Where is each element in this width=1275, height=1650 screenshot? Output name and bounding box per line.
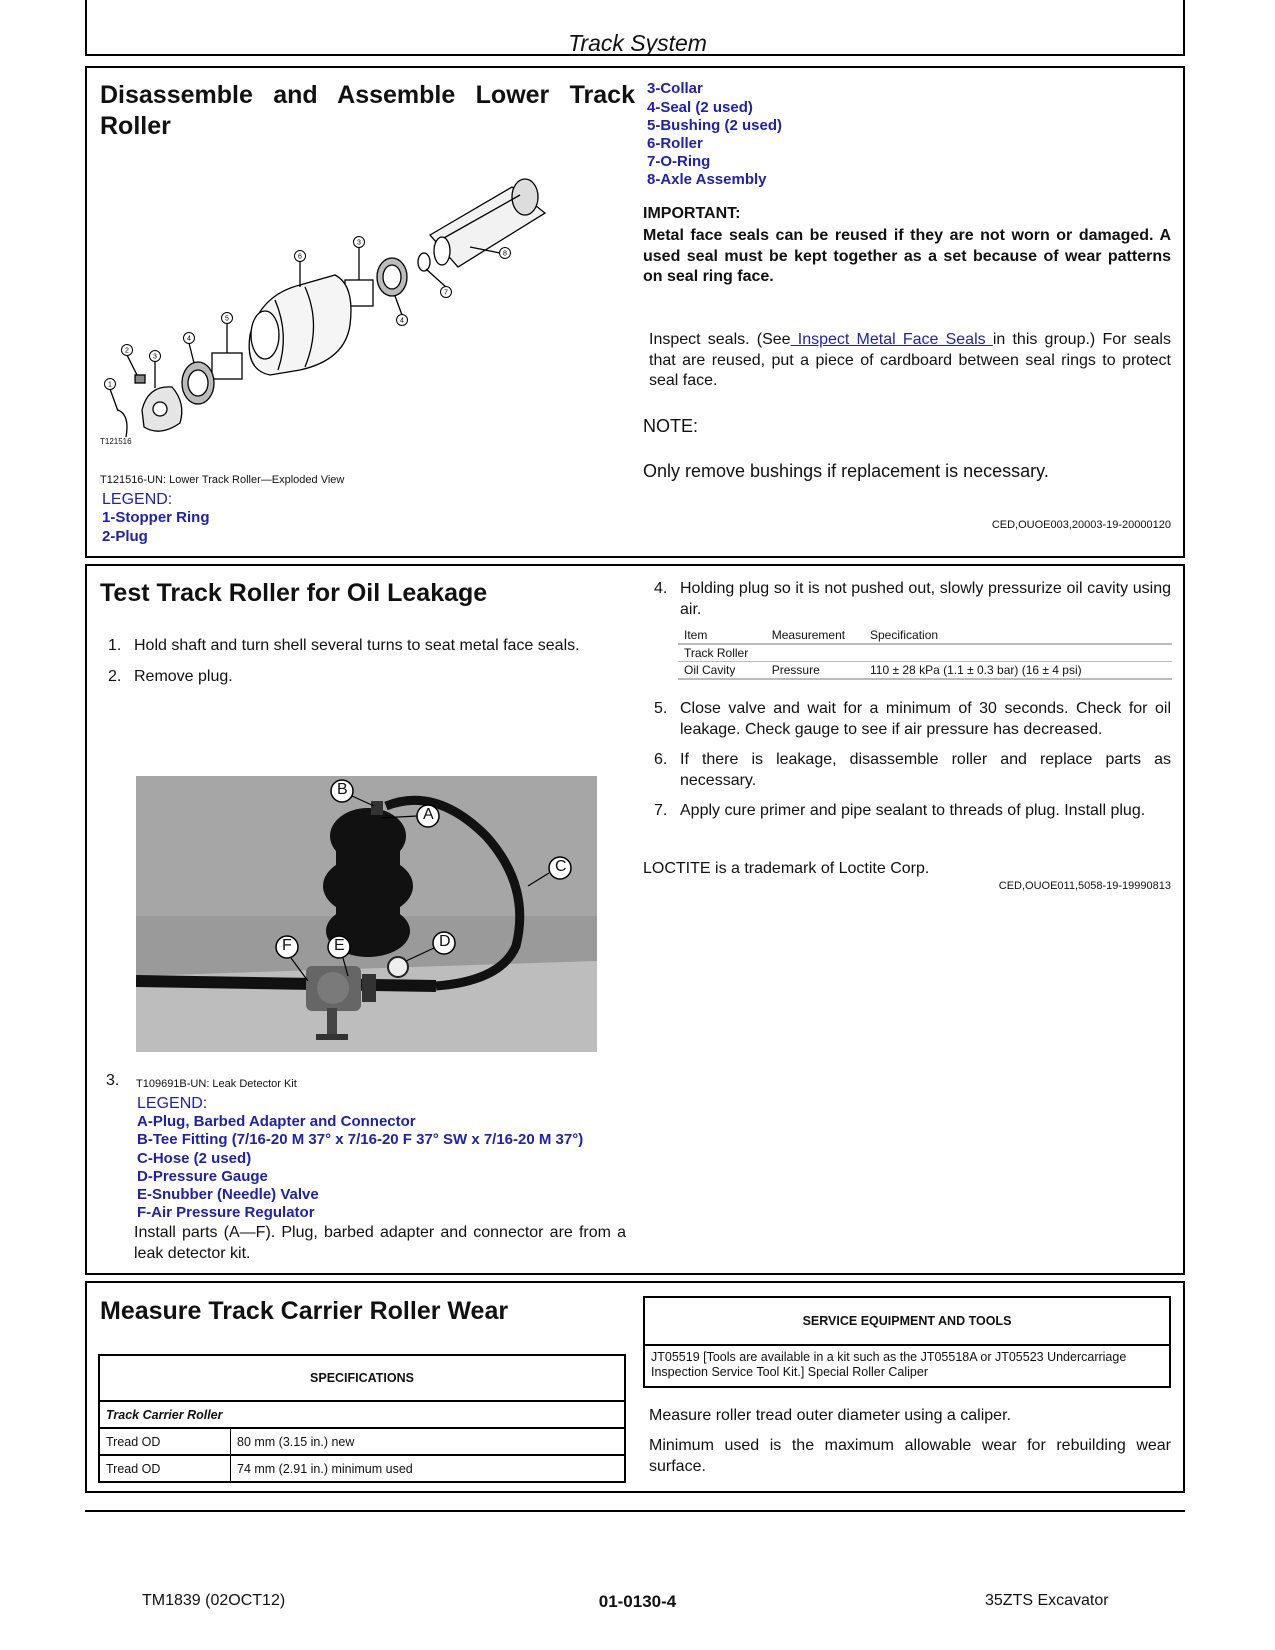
step-text: Close valve and wait for a minimum of 30 seconds. Check for oil leakage. Check gauge to see if air pressure has decreased. — [680, 700, 1171, 738]
service-tools-table — [643, 1296, 1171, 1388]
table-row — [678, 644, 1172, 662]
step-number: 6. — [654, 751, 668, 768]
page-header-title: Track System — [568, 30, 707, 56]
figure-callout-number: 4 — [187, 335, 191, 343]
pressure-spec-table — [678, 627, 1172, 680]
table-header-row — [678, 627, 1172, 644]
reference-code: CED,OUOE011,5058-19-19990813 — [998, 880, 1171, 892]
figure-callout-number: 3 — [153, 353, 157, 361]
service-tools-header: SERVICE EQUIPMENT AND TOOLS — [644, 1297, 1170, 1345]
photo-callout-c: C — [555, 858, 567, 875]
table-cell: Pressure — [766, 662, 864, 680]
photo-callout-b: B — [337, 781, 348, 798]
step-item — [102, 636, 626, 657]
step-number: 1. — [108, 637, 122, 654]
step-text: Hold shaft and turn shell several turns to seat metal face seals. — [134, 637, 580, 654]
table-header-cell: Measurement — [766, 627, 864, 644]
note-label: NOTE: — [643, 416, 699, 436]
footer-manual-id: TM1839 (02OCT12) — [142, 1592, 286, 1609]
step-text: Remove plug. — [134, 667, 233, 685]
photo-callout-e: E — [334, 937, 345, 954]
legend-item: 6-Roller — [647, 135, 703, 152]
figure-callout-number: 8 — [503, 250, 507, 258]
table-subheader-row — [99, 1401, 625, 1428]
footer-page-number: 01-0130-4 — [598, 1592, 677, 1611]
step-number: 2. — [108, 667, 122, 685]
step-number: 3. — [106, 1072, 120, 1089]
photo-callout-f: F — [282, 937, 292, 954]
legend-item: A-Plug, Barbed Adapter and Connector — [137, 1113, 416, 1130]
table-row — [99, 1428, 625, 1455]
trademark-note: LOCTITE is a trademark of Loctite Corp. — [643, 860, 930, 877]
legend-item: B-Tee Fitting (7/16-20 M 37° x 7/16-20 F 37° SW x 7/16-20 M 37°) — [137, 1131, 584, 1148]
specifications-table — [98, 1354, 626, 1483]
legend-item: 7-O-Ring — [647, 153, 711, 170]
steps-right — [648, 699, 1171, 832]
table-cell — [766, 644, 864, 662]
table-cell — [864, 644, 1172, 662]
figure-callout-number: 4 — [400, 317, 404, 325]
photo-callout-a: A — [423, 806, 434, 823]
table-cell: 80 mm (3.15 in.) new — [231, 1428, 626, 1455]
step-item — [648, 579, 1171, 620]
legend-item: 3-Collar — [647, 80, 703, 97]
step-number: 4. — [654, 580, 668, 597]
table-row — [99, 1455, 625, 1482]
table-header-row — [99, 1355, 625, 1401]
steps-left — [102, 636, 626, 697]
step-text: Install parts (A—F). Plug, barbed adapter and connector are from a leak detector kit. — [134, 1224, 626, 1262]
section-title-carrier-roller: Measure Track Carrier Roller Wear — [100, 1297, 509, 1325]
step-item — [648, 750, 1171, 791]
legend-item: 8-Axle Assembly — [647, 171, 767, 188]
note-text: Only remove bushings if replacement is necessary. — [643, 461, 1049, 481]
step-item — [648, 699, 1171, 740]
footer-rule — [85, 1510, 1185, 1512]
legend-item: 2-Plug — [102, 528, 148, 545]
step-text: Apply cure primer and pipe sealant to threads of plug. Install plug. — [680, 802, 1146, 819]
specifications-header: SPECIFICATIONS — [99, 1355, 625, 1401]
figure-callout-number: 2 — [125, 347, 129, 355]
wear-paragraph: Minimum used is the maximum allowable wear for rebuilding wear surface. — [649, 1437, 1171, 1475]
figure-callout-number: 6 — [298, 253, 302, 261]
legend-item: F-Air Pressure Regulator — [137, 1204, 315, 1221]
table-row — [678, 662, 1172, 680]
inspect-text-start: Inspect seals. (See — [649, 331, 791, 348]
inspect-text-end: in this group.) For seals that are reused, put a piece of cardboard between seal rings to protect seal face. — [649, 331, 1171, 389]
figure-callout-number: 3 — [357, 239, 361, 247]
figure-callout-number: 5 — [225, 315, 229, 323]
legend-item: D-Pressure Gauge — [137, 1168, 268, 1185]
step-number: 5. — [654, 700, 668, 717]
table-cell: Oil Cavity — [678, 662, 766, 680]
figure-caption: T121516-UN: Lower Track Roller—Exploded View — [100, 474, 345, 486]
inspect-metal-face-seals-link[interactable]: Inspect Metal Face Seals — [790, 331, 993, 348]
table-cell: Tread OD — [99, 1428, 231, 1455]
section-title-disassemble: Disassemble and Assemble Lower Track Roller — [100, 81, 635, 140]
reference-code: CED,OUOE003,20003-19-20000120 — [991, 519, 1171, 531]
table-header-cell: Item — [678, 627, 766, 644]
photo-callout-d: D — [439, 933, 451, 950]
exploded-view-figure — [100, 175, 560, 455]
table-row — [644, 1345, 1170, 1387]
step-text: Holding plug so it is not pushed out, slowly pressurize oil cavity using air. — [680, 580, 1171, 618]
footer-model: 35ZTS Excavator — [985, 1592, 1109, 1609]
figure-callout-number: 1 — [108, 381, 112, 389]
section-title-leakage-test: Test Track Roller for Oil Leakage — [100, 579, 488, 607]
specifications-subheader: Track Carrier Roller — [99, 1401, 625, 1428]
leak-detector-photo — [136, 776, 597, 1052]
important-text: Metal face seals can be reused if they are not worn or damaged. A used seal must be kept together as a set because of wear patterns on seal ring face. — [643, 227, 1171, 285]
photo-caption: T109691B-UN: Leak Detector Kit — [136, 1078, 297, 1090]
table-header-row — [644, 1297, 1170, 1345]
table-cell: 74 mm (2.91 in.) minimum used — [231, 1455, 626, 1482]
legend-label: LEGEND: — [137, 1095, 208, 1112]
step-text: If there is leakage, disassemble roller and replace parts as necessary. — [680, 751, 1171, 789]
step-4 — [648, 579, 1171, 630]
legend-item: 5-Bushing (2 used) — [647, 117, 783, 134]
legend-item: 1-Stopper Ring — [102, 509, 210, 526]
measure-paragraph: Measure roller tread outer diameter using a caliper. — [649, 1407, 1011, 1424]
legend-item: C-Hose (2 used) — [137, 1150, 252, 1167]
step-number: 7. — [654, 802, 668, 819]
important-label: IMPORTANT: — [643, 205, 741, 222]
table-cell: Tread OD — [99, 1455, 231, 1482]
table-header-cell: Specification — [864, 627, 1172, 644]
table-cell: Track Roller — [678, 644, 766, 662]
legend-item: E-Snubber (Needle) Valve — [137, 1186, 319, 1203]
legend-item: 4-Seal (2 used) — [647, 99, 753, 116]
figure-id-label: T121516 — [100, 437, 132, 446]
step-item — [648, 801, 1171, 822]
figure-callout-number: 7 — [444, 289, 448, 297]
inspect-paragraph — [649, 330, 1171, 392]
table-cell: 110 ± 28 kPa (1.1 ± 0.3 bar) (16 ± 4 psi) — [864, 662, 1172, 680]
step-item — [102, 667, 626, 688]
legend-label: LEGEND: — [102, 491, 173, 508]
service-tools-text: JT05519 [Tools are available in a kit such as the JT05518A or JT05523 Undercarriage Inspection Service Tool Kit.] Special Roller Caliper — [644, 1345, 1170, 1387]
